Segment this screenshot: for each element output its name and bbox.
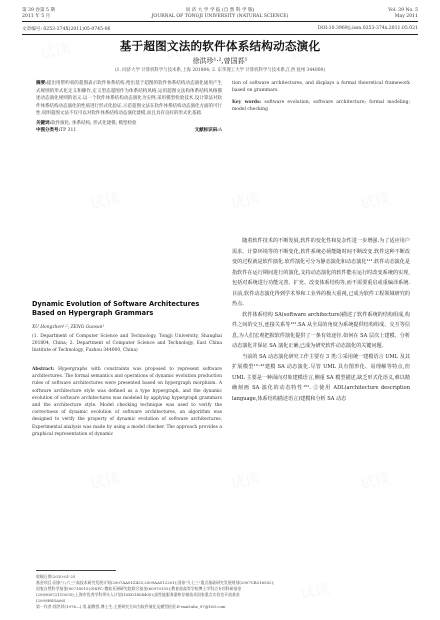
- keywords-cn: [36, 120, 222, 128]
- watermark-text: [358, 187, 392, 214]
- doc-code-value: A: [218, 128, 222, 133]
- footnotes: [36, 574, 418, 610]
- english-abstract-text: Hypergraphs with constraints was proposed to represent software architectures. The formal semantics and operations of dynamic evolution production rules of software architectures were presented based on hypergraph morphism. A software architecture style was defined as a type hypergraph, and the dynamic evolution of software architectures was modeled by applying hypergraph grammars and the architecture style. Model checking technique was used to verify the correctness of dynamic evolution of software architectures, an algorithm was designed to verify the property of dynamic evolution of software architectures. Experimental analysis was made by using a model checker. The approach provides a graphical representation of dynamic: [32, 367, 222, 437]
- footnote-funding: (2009HSSA06): [36, 598, 66, 603]
- english-authors: XU Hongzhen¹·², ZENG Guosun¹: [32, 325, 105, 330]
- volume-issue-cn: 第 39 卷第 5 期: [22, 8, 55, 13]
- abstract-en-tail: tion of software architectures, and displays a formal theoretical framework based on grammars.: [232, 81, 410, 94]
- header-right: [388, 8, 418, 20]
- volume-issue-en: Vol. 39 No. 5: [388, 8, 418, 13]
- english-abstract-label: Abstract:: [32, 367, 55, 372]
- clc-label: 中图分类号:: [36, 128, 61, 133]
- body-paragraph: 随着软件技术的不断发展,软件的变化性和复杂性进一步增强.为了适应用户需求、计算环境等的不断变化,软件系统必须能随时间不断改变.软件这种不断改变的过程就是软件演化.软件演化可分为静态演化和动态演化¹¹¹.软件动态演化是指软件在运行期间进行的演化,支持动态演化的软件能在运行时改变系统的实现,包括对系统进行功能完善、扩充、改变体系结构等,而不需要重启或重编译系统.目前,软件动态演化得到学术界和工业界的极大重视,已成为软件工程领域研究的热点.: [232, 238, 410, 307]
- keywords-en-text: software evolution; software architecture; formal modeling; model checking: [232, 99, 410, 112]
- affiliation: (1. 同济大学 计算机科学与技术系,上海 201804; 2. 东华理工大学 计算机科学与技术系,江西 抚州 344000): [114, 68, 326, 73]
- clc-value: TP 311: [60, 128, 77, 133]
- abstract-cn: [36, 80, 222, 135]
- keywords-en: [232, 99, 410, 114]
- abstract-en-continued: [232, 80, 410, 113]
- journal-name-en: JOURNAL OF TONGJI UNIVERSITY (NATURAL SCIENCE): [151, 14, 289, 19]
- journal-name-cn: 同 济 大 学 学 报 (自 然 科 学 版): [185, 8, 255, 13]
- date-en: May 2011: [394, 14, 418, 19]
- abstract-cn-text: 提出用带约束的超图表示软件体系结构,给出基于超图的软件体系结构动态演化通用产生式规则的形式化定义和操作,定义型态超图作为体系结构风格,运用超图文法和体系结构风格描述动态演化规则的语义.以一个软件体系结构动态演化为实例,采用模型检验技术,设计算法对软件体系结构动态演化的性质进行形式化验证,示范超图文法在软件体系结构动态演化方面的可行性.说明超图文法不仅可以对软件体系结构动态演化建模,而且具有良好的形式化基础.: [36, 81, 222, 116]
- watermark-text: [358, 467, 392, 494]
- watermark-text: [88, 467, 122, 494]
- footnote-funding: (20090072110035);上海市优秀学科带头人计划(10XD1404400);高性能服务器和存储技术国家重点实验室开放基金: [36, 592, 240, 597]
- header-rule: [22, 21, 418, 22]
- watermark-text: [228, 187, 262, 214]
- author-list: 徐洪珍¹·²,曾国荪¹: [192, 57, 248, 65]
- watermark-text: [88, 187, 122, 214]
- doi: DOI:10.3969/j.issn.0253-374x.2011.05.021: [317, 26, 418, 31]
- body-text: [232, 236, 410, 404]
- keywords-cn-label: 关键词:: [36, 120, 52, 126]
- article-number: 文章编号: 0253-374X(2011)05-0745-06: [22, 27, 111, 32]
- article-meta: [22, 26, 418, 32]
- paper-title: 基于超图文法的软件体系结构动态演化: [119, 39, 321, 53]
- abstract-cn-label: 摘要:: [36, 81, 47, 86]
- doc-code-label: 文献标识码:: [194, 128, 219, 133]
- footnote-funding: 国家自然科学基金(90718015);NSFC-微软亚洲研究院联合基金(60970155);教育部高等学校博士学科点专项科研基金: [36, 586, 242, 591]
- english-affiliation: (1. Department of Computer Science and Technology, Tongji University, Shanghai 201804, China; 2. Department of Computer Science and Technology, East China Institute of Technology, Fuzhou 344000, China): [32, 334, 222, 354]
- english-title: Dynamic Evolution of Software Architectures Based on Hypergraph Grammars: [32, 300, 200, 317]
- date-cn: 2011 年 5 月: [22, 14, 51, 19]
- keywords-en-label: Key words:: [232, 99, 262, 105]
- footnote-received: 收稿日期:2010-01-25: [36, 574, 76, 579]
- footnote-funding: 基金项目:国家"八六三"高技术研究发展计划(2007AA01Z425,2009AA012201);国家"九七三"重点基础研究发展规划(2007CB316502);: [36, 580, 275, 585]
- header-center: [22, 8, 418, 20]
- body-paragraph: 当前的 SA 动态演化研究工作主要有 3 类:①采用统一建模语言 UML 及其扩展模型¹³⁻⁴¹建模 SA 动态演化.尽管 UML 具有图形化、易理解等特点,但 UML 主要是一种面向对象建模语言,侧重 SA 模型描述,缺乏形式化语义,难以精确刻画 SA 演化的动态特性¹⁵¹. ②使用 ADL(architecture description language,体系结构描述语言)建模和分析 SA 动态: [232, 353, 410, 402]
- english-abstract: [32, 366, 222, 438]
- meta-rule: [22, 34, 418, 35]
- keywords-cn-text: 软件演化; 体系结构; 形式化建模; 模型检验: [51, 120, 137, 126]
- footnote-author: 第一作者:徐洪珍(1976—),男,副教授,博士生,主要研究方向为软件演化及模型检验.E-mail:xhz_97@163.com: [36, 604, 226, 609]
- watermark-text: [228, 467, 262, 494]
- footnote-rule: [36, 570, 116, 571]
- classification-row: [36, 127, 222, 135]
- body-paragraph: 软件体系结构 SA(software architecture)描述了软件系统的结构组成,构件之间的交互,连接关系等¹²¹.SA 从全局的角度为系统提供结构组成、交互等信息,为人们宏观把握软件演化提供了一条有效途径.如何在 SA 层次上建模、分析动态演化并保证 SA 演化正确,已成为研究软件动态演化的关键问题.: [232, 311, 410, 349]
